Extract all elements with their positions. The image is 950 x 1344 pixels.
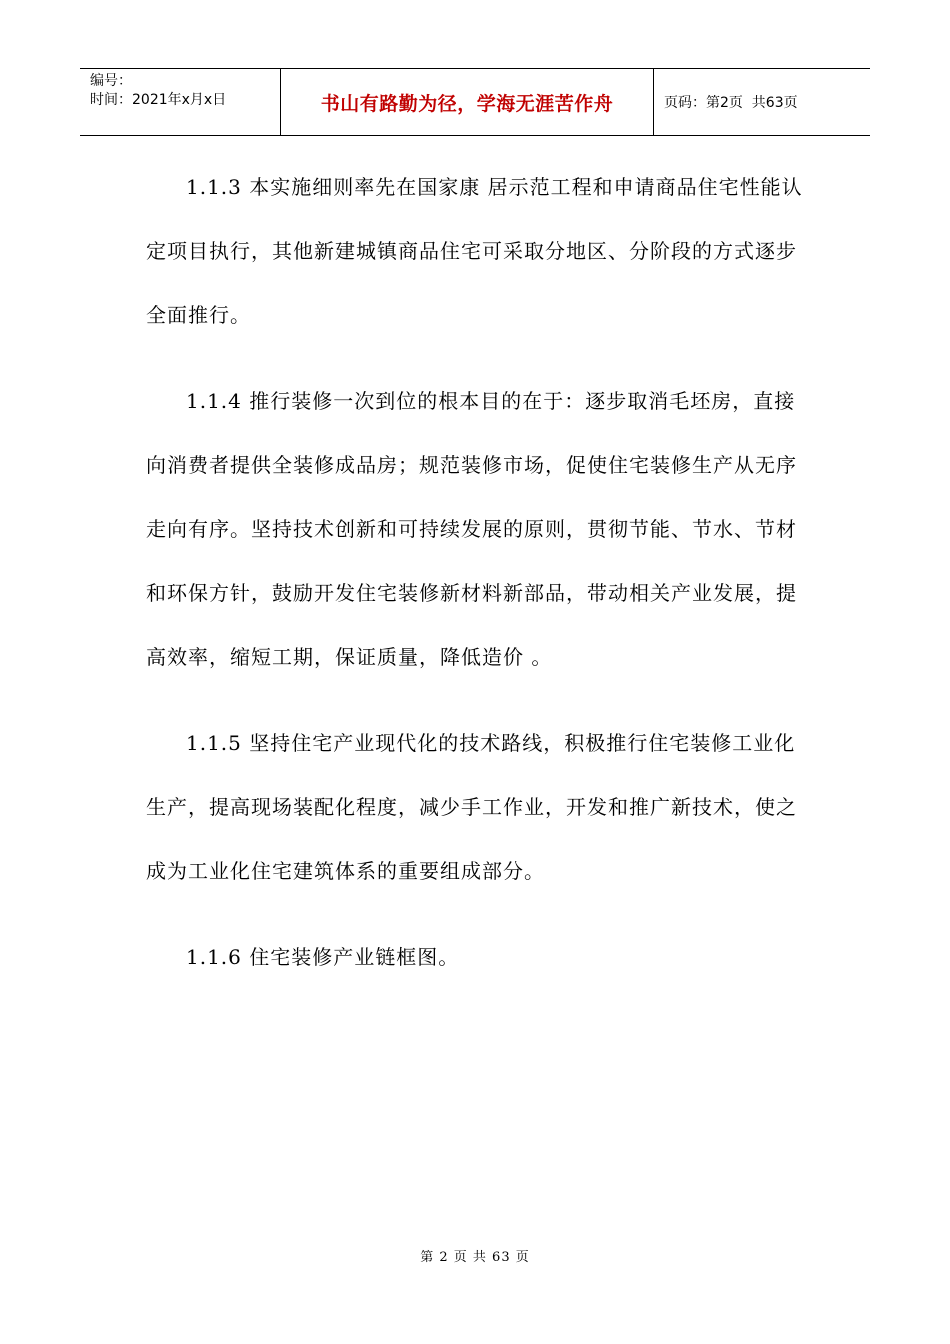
page-header	[80, 68, 870, 136]
page-footer: 第 2 页 共 63 页	[420, 1250, 530, 1265]
header-page-info-text: 页码：第2页 共63页	[664, 95, 798, 111]
document-number-label: 编号：	[90, 73, 132, 89]
document-body	[146, 155, 810, 1011]
paragraph-1-1-6: 1.1.6 住宅装修产业链框图。	[186, 945, 460, 969]
header-meta	[80, 69, 281, 135]
paragraph-1-1-4: 1.1.4 推行装修一次到位的根本目的在于：逐步取消毛坯房，直接向消费者提供全装修成品房；规范装修市场，促使住宅装修生产从无序走向有序。坚持技术创新和可持续发展的原则，贯彻节能、节水、节材和环保方针，鼓励开发住宅装修新材料新部品，带动相关产业发展，提高效率，缩短工期，保证质量，降低造价 。	[146, 389, 797, 669]
paragraph-1-1-5: 1.1.5 坚持住宅产业现代化的技术路线，积极推行住宅装修工业化生产，提高现场装配化程度，减少手工作业，开发和推广新技术，使之成为工业化住宅建筑体系的重要组成部分。	[146, 731, 797, 883]
header-page-info	[654, 69, 870, 135]
document-time-label: 时间：2021年x月x日	[90, 92, 227, 108]
paragraph-1-1-3: 1.1.3 本实施细则率先在国家康 居示范工程和申请商品住宅性能认定项目执行，其他新建城镇商品住宅可采取分地区、分阶段的方式逐步全面推行。	[146, 175, 803, 327]
header-motto: 书山有路勤为径，学海无涯苦作舟	[281, 69, 654, 135]
